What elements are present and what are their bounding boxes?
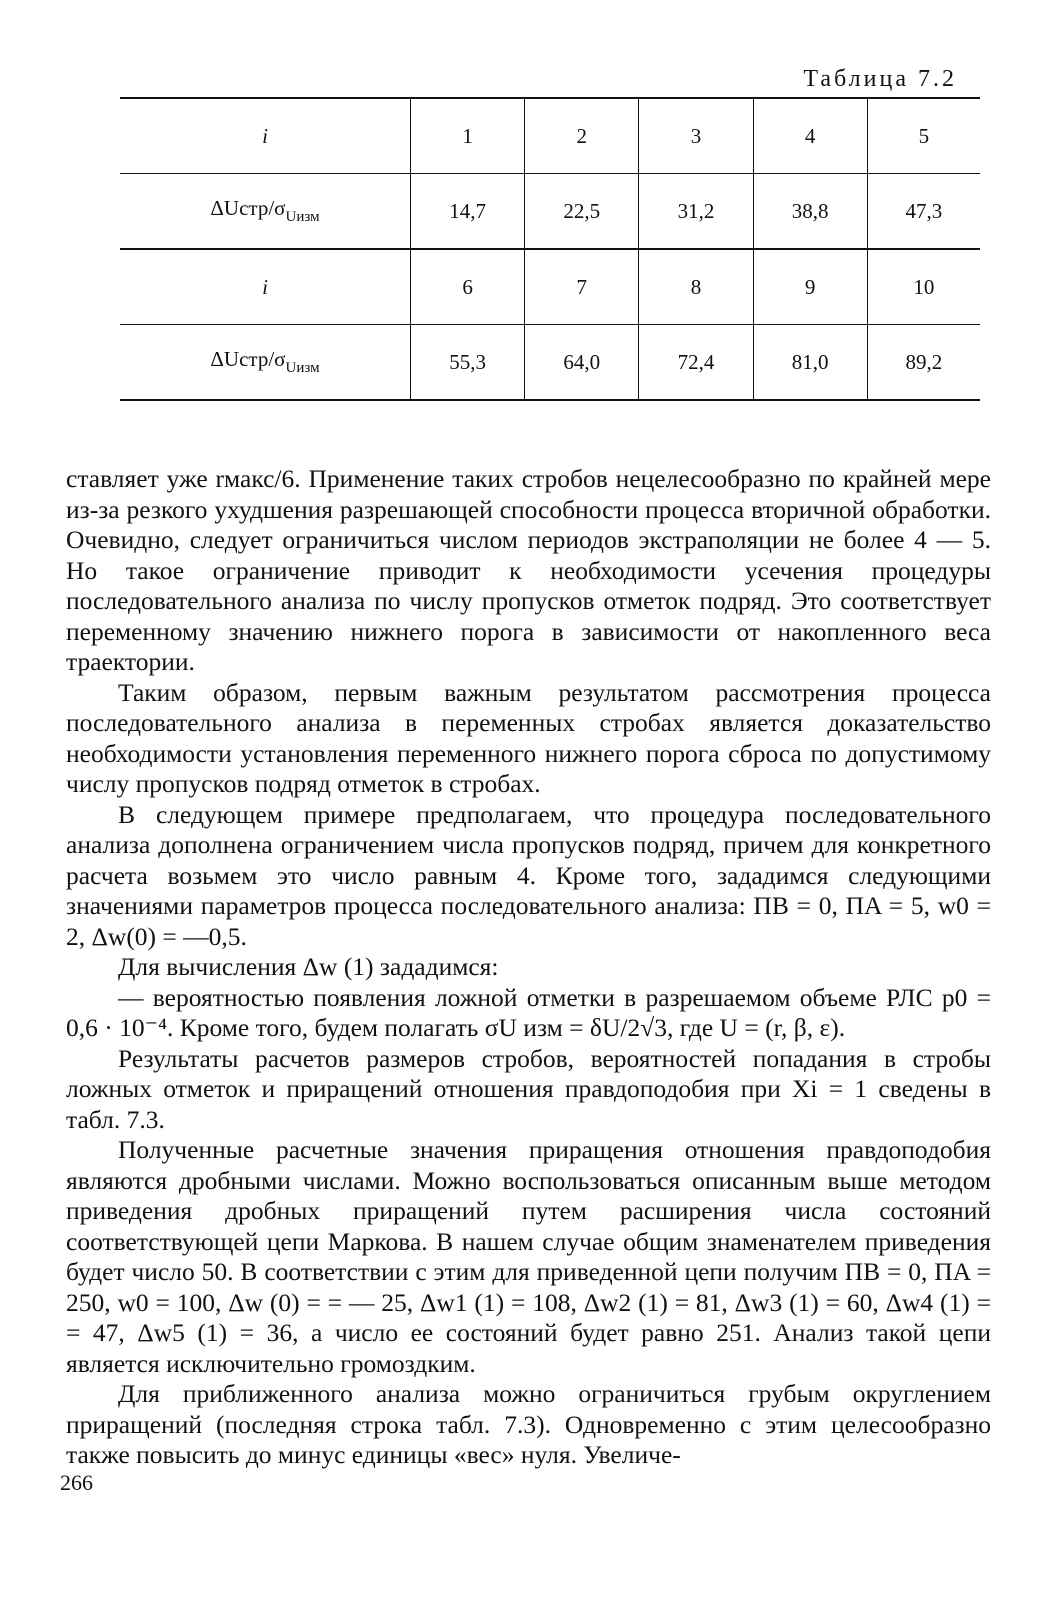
data-table	[120, 97, 980, 401]
table-caption: Таблица 7.2	[803, 66, 957, 92]
row-label-i: i	[120, 249, 411, 325]
paragraph: — вероятностью появления ложной отметки в разрешаемом объеме РЛС p0 = 0,6 · 10⁻⁴. Кроме того, будем полагать σU изм = δU/2√3, где U = (r, β, ε).	[66, 982, 991, 1042]
table-row-index-1	[120, 98, 980, 174]
row-label-ratio: ΔUстр/$\sigma_{Uизм}$	[120, 174, 411, 250]
row-label-i: i	[120, 98, 411, 174]
table-cell: 3	[639, 98, 753, 174]
table-row-values-1	[120, 174, 980, 250]
page-number: 266	[60, 1470, 93, 1495]
table-row-values-2	[120, 325, 980, 401]
table-cell: 64,0	[525, 325, 639, 401]
table-cell: 31,2	[639, 174, 753, 250]
table-row-index-2	[120, 249, 980, 325]
table-cell: 7	[525, 249, 639, 325]
table-cell: 81,0	[753, 325, 867, 401]
table-cell: 9	[753, 249, 867, 325]
paragraph: ставляет уже rмакс/6. Применение таких стробов нецелесообразно по крайней мере из-за резкого ухудшения разрешающей способности процесса вторичной обработки. Очевидно, следует ограничиться числом периодов экстраполяции не более 4 — 5. Но такое ограничение приводит к необходимости усечения процедуры последовательного анализа по числу пропусков отметок подряд. Это соответствует переменному значению нижнего порога в зависимости от накопленного веса траектории.	[66, 464, 991, 676]
table-cell: 22,5	[525, 174, 639, 250]
table-cell: 72,4	[639, 325, 753, 401]
table-cell: 6	[411, 249, 525, 325]
paragraph: Результаты расчетов размеров стробов, вероятностей попадания в стробы ложных отметок и приращений отношения правдоподобия при Xi = 1 сведены в табл. 7.3.	[66, 1043, 991, 1134]
table-cell: 55,3	[411, 325, 525, 401]
paragraph: Для приближенного анализа можно ограничиться грубым округлением приращений (последняя строка табл. 7.3). Одновременно с этим целесообразно также повысить до минус единицы «вес» нуля. Увеличе-	[66, 1379, 991, 1469]
table-cell: 10	[867, 249, 980, 325]
body-text	[66, 464, 991, 1471]
table-cell: 4	[753, 98, 867, 174]
paragraph: Для вычисления Δw (1) зададимся:	[118, 952, 499, 981]
table-cell: 1	[411, 98, 525, 174]
table-cell: 14,7	[411, 174, 525, 250]
table-cell: 2	[525, 98, 639, 174]
paragraph: Полученные расчетные значения приращения отношения правдоподобия являются дробными числами. Можно воспользоваться описанным выше методом приведения дробных приращений путем расширения числа состояний соответствующей цепи Маркова. В нашем случае общим знаменателем приведения будет число 50. В соответствии с этим для приведенной цепи получим ПB = 0, ПA = 250, w0 = 100, Δw (0) = = — 25, Δw1 (1) = 108, Δw2 (1) = 81, Δw3 (1) = 60, Δw4 (1) = = 47, Δw5 (1) = 36, а число ее состояний будет равно 251. Анализ такой цепи является исключительно громоздким.	[66, 1135, 991, 1378]
table-cell: 47,3	[867, 174, 980, 250]
table-cell: 5	[867, 98, 980, 174]
table-cell: 89,2	[867, 325, 980, 401]
table-cell: 38,8	[753, 174, 867, 250]
table-cell: 8	[639, 249, 753, 325]
row-label-ratio: ΔUстр/$\sigma_{Uизм}$	[120, 325, 411, 401]
paragraph: Таким образом, первым важным результатом рассмотрения процесса последовательного анализа в переменных стробах является доказательство необходимости установления переменного нижнего порога сброса по допустимому числу пропусков подряд отметок в стробах.	[66, 677, 991, 798]
paragraph: В следующем примере предполагаем, что процедура последовательного анализа дополнена ограничением числа пропусков подряд, причем для конкретного расчета возьмем это число равным 4. Кроме того, зададимся следующими значениями параметров процесса последовательного анализа: ПB = 0, ПA = 5, w0 = 2, Δw(0) = —0,5.	[66, 799, 991, 951]
